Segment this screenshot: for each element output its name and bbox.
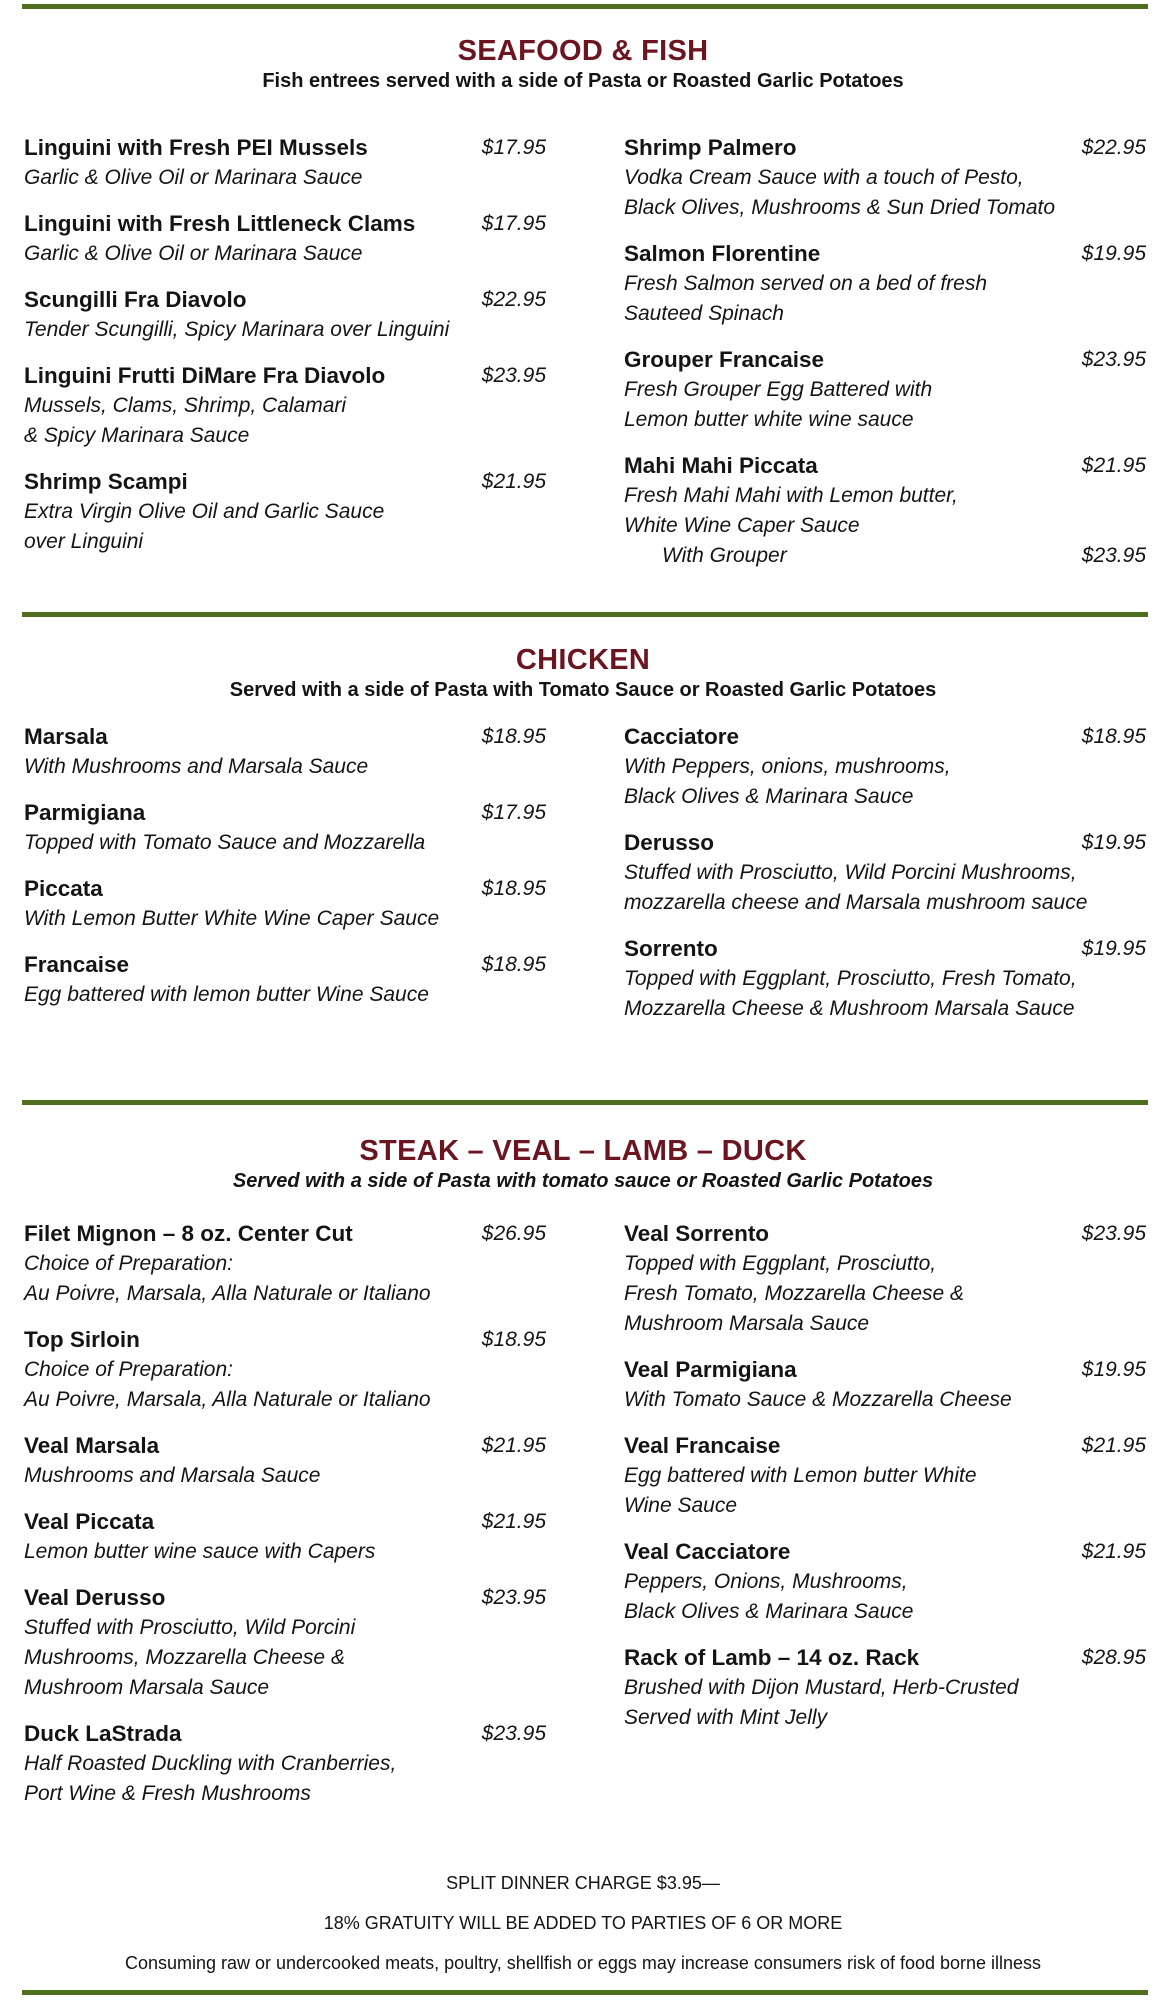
menu-item-price: $19.95: [1081, 242, 1146, 265]
menu-item-price: $18.95: [481, 877, 546, 900]
menu-item-description: Garlic & Olive Oil or Marinara Sauce: [24, 242, 363, 265]
menu-item: [24, 361, 546, 451]
steak-section: [0, 1134, 1166, 1194]
menu-item-description: Topped with Tomato Sauce and Mozzarella: [24, 831, 426, 854]
food-safety-warning: Consuming raw or undercooked meats, poultry, shellfish or eggs may increase consumers risk of food borne illness: [124, 1953, 1042, 1973]
menu-item-description: Vodka Cream Sauce with a touch of Pesto, Black Olives, Mushrooms & Sun Dried Tomato: [624, 166, 1056, 219]
menu-item-description: Tender Scungilli, Spicy Marinara over Linguini: [24, 318, 450, 341]
menu-item-description: Stuffed with Prosciutto, Wild Porcini Mushrooms, mozzarella cheese and Marsala mushroom sauce: [624, 861, 1088, 914]
menu-item: [24, 467, 546, 557]
menu-item-variant-price: $23.95: [1081, 544, 1146, 567]
menu-item-name: Linguini with Fresh PEI Mussels: [24, 135, 368, 160]
chicken-title: CHICKEN: [515, 644, 651, 676]
menu-item-name: Grouper Francaise: [624, 347, 825, 372]
menu-item-price: $21.95: [481, 1434, 546, 1457]
menu-item: [624, 1431, 1146, 1521]
menu-item: [624, 934, 1146, 1024]
menu-item-name: Rack of Lamb – 14 oz. Rack: [624, 1645, 920, 1670]
menu-item-description: With Tomato Sauce & Mozzarella Cheese: [624, 1388, 1012, 1411]
menu-item-name: Derusso: [624, 830, 715, 855]
menu-item: [624, 1643, 1146, 1733]
menu-item: [624, 1355, 1146, 1415]
menu-item-description: Topped with Eggplant, Prosciutto, Fresh Tomato, Mozzarella Cheese & Mushroom Marsala Sauce: [624, 967, 1077, 1020]
menu-item-name: Salmon Florentine: [624, 241, 821, 266]
menu-item-variant-label: With Grouper: [662, 544, 787, 567]
menu-item-description: With Lemon Butter White Wine Caper Sauce: [24, 907, 440, 930]
menu-item-description: Mussels, Clams, Shrimp, Calamari & Spicy Marinara Sauce: [24, 394, 347, 447]
menu-item: [24, 798, 546, 858]
menu-item-price: $18.95: [1081, 725, 1146, 748]
menu-item-name: Veal Parmigiana: [624, 1357, 797, 1382]
menu-item-price: $17.95: [481, 136, 546, 159]
menu-item-price: $17.95: [481, 212, 546, 235]
menu-item: [24, 1507, 546, 1567]
menu-item-price: $17.95: [481, 801, 546, 824]
menu-item-price: $21.95: [481, 1510, 546, 1533]
divider-top: [22, 4, 1148, 9]
menu-item-price: $23.95: [481, 364, 546, 387]
chicken-left-column: [24, 722, 546, 1026]
menu-item-name: Shrimp Palmero: [624, 135, 797, 160]
menu-item: [624, 133, 1146, 223]
footer-notes: [0, 1863, 1166, 1983]
menu-item: [24, 1719, 546, 1809]
menu-item-description: Peppers, Onions, Mushrooms, Black Olives & Marinara Sauce: [624, 1570, 914, 1623]
menu-item-price: $23.95: [481, 1722, 546, 1745]
menu-item: [624, 1219, 1146, 1339]
menu-item-name: Linguini Frutti DiMare Fra Diavolo: [24, 363, 386, 388]
menu-item-price: $21.95: [481, 470, 546, 493]
menu-item-price: $21.95: [1081, 1434, 1146, 1457]
menu-item-price: $26.95: [481, 1222, 546, 1245]
seafood-subtitle: Fish entrees served with a side of Pasta or Roasted Garlic Potatoes: [262, 70, 904, 92]
menu-item: [624, 828, 1146, 918]
menu-item-description: Choice of Preparation: Au Poivre, Marsala, Alla Naturale or Italiano: [24, 1358, 431, 1411]
menu-item-name: Sorrento: [624, 936, 718, 961]
menu-item-description: Fresh Salmon served on a bed of fresh Sauteed Spinach: [624, 272, 988, 325]
menu-item-price: $22.95: [1081, 136, 1146, 159]
menu-item-description: Fresh Grouper Egg Battered with Lemon butter white wine sauce: [624, 378, 933, 431]
menu-item-description: Stuffed with Prosciutto, Wild Porcini Mushrooms, Mozzarella Cheese & Mushroom Marsala Sauce: [24, 1616, 356, 1699]
menu-item-name: Filet Mignon – 8 oz. Center Cut: [24, 1221, 353, 1246]
steak-title: STEAK – VEAL – LAMB – DUCK: [359, 1135, 807, 1167]
menu-item-name: Veal Marsala: [24, 1433, 160, 1458]
seafood-right-column: [624, 133, 1146, 587]
menu-item-price: $19.95: [1081, 937, 1146, 960]
divider-seafood-chicken: [22, 612, 1148, 617]
menu-item: [24, 285, 546, 345]
menu-item-name: Veal Francaise: [624, 1433, 781, 1458]
steak-left-column: [24, 1219, 546, 1825]
menu-item: [24, 1219, 546, 1309]
seafood-title: SEAFOOD & FISH: [457, 35, 709, 67]
menu-item-description: Egg battered with lemon butter Wine Sauce: [24, 983, 429, 1006]
menu-item-price: $23.95: [481, 1586, 546, 1609]
menu-item: [24, 1325, 546, 1415]
menu-item-name: Veal Piccata: [24, 1509, 155, 1534]
menu-item: [24, 133, 546, 193]
menu-item-name: Duck LaStrada: [24, 1721, 182, 1746]
menu-item: [24, 950, 546, 1010]
menu-item-description: Fresh Mahi Mahi with Lemon butter, White Wine Caper Sauce: [624, 484, 958, 537]
menu-item-description: Egg battered with Lemon butter White Wine Sauce: [624, 1464, 977, 1517]
menu-item-price: $23.95: [1081, 1222, 1146, 1245]
menu-item-name: Marsala: [24, 724, 108, 749]
steak-subtitle: Served with a side of Pasta with tomato sauce or Roasted Garlic Potatoes: [232, 1170, 934, 1192]
menu-item: [24, 209, 546, 269]
menu-item-description: Mushrooms and Marsala Sauce: [24, 1464, 321, 1487]
steak-right-column: [624, 1219, 1146, 1749]
menu-item-price: $18.95: [481, 1328, 546, 1351]
menu-item-name: Cacciatore: [624, 724, 740, 749]
menu-item-name: Veal Derusso: [24, 1585, 166, 1610]
menu-item-name: Linguini with Fresh Littleneck Clams: [24, 211, 416, 236]
menu-item-description: Topped with Eggplant, Prosciutto, Fresh Tomato, Mozzarella Cheese & Mushroom Marsala Sauce: [624, 1252, 965, 1335]
menu-item-description: Lemon butter wine sauce with Capers: [24, 1540, 376, 1563]
menu-item-name: Veal Sorrento: [624, 1221, 770, 1246]
menu-item-description: Choice of Preparation: Au Poivre, Marsala, Alla Naturale or Italiano: [24, 1252, 431, 1305]
menu-item-price: $19.95: [1081, 831, 1146, 854]
menu-item-name: Shrimp Scampi: [24, 469, 188, 494]
chicken-section: [0, 643, 1166, 703]
menu-item-price: $22.95: [481, 288, 546, 311]
menu-item-description: Garlic & Olive Oil or Marinara Sauce: [24, 166, 363, 189]
menu-item-price: $28.95: [1081, 1646, 1146, 1669]
menu-item: [24, 1431, 546, 1491]
menu-item: [624, 451, 1146, 571]
menu-item-name: Veal Cacciatore: [624, 1539, 791, 1564]
menu-item-name: Francaise: [24, 952, 130, 977]
menu-item-price: $19.95: [1081, 1358, 1146, 1381]
seafood-section: [0, 34, 1166, 94]
seafood-left-column: [24, 133, 546, 573]
menu-item: [624, 239, 1146, 329]
menu-item-price: $18.95: [481, 953, 546, 976]
menu-item-description: Brushed with Dijon Mustard, Herb-Crusted Served with Mint Jelly: [624, 1676, 1019, 1729]
menu-item: [624, 722, 1146, 812]
menu-item-name: Top Sirloin: [24, 1327, 140, 1352]
menu-item-variant: [624, 541, 1146, 571]
split-dinner-charge: SPLIT DINNER CHARGE $3.95—: [446, 1873, 720, 1893]
menu-item-description: With Peppers, onions, mushrooms, Black Olives & Marinara Sauce: [624, 755, 951, 808]
menu-item-price: $23.95: [1081, 348, 1146, 371]
menu-item: [24, 722, 546, 782]
menu-item-description: Extra Virgin Olive Oil and Garlic Sauce over Linguini: [24, 500, 385, 553]
menu-item-description: With Mushrooms and Marsala Sauce: [24, 755, 369, 778]
menu-item: [624, 1537, 1146, 1627]
menu-item-price: $21.95: [1081, 454, 1146, 477]
chicken-right-column: [624, 722, 1146, 1040]
menu-item: [624, 345, 1146, 435]
gratuity-notice: 18% GRATUITY WILL BE ADDED TO PARTIES OF 6 OR MORE: [323, 1913, 843, 1933]
divider-bottom: [22, 1990, 1148, 1995]
menu-item-name: Parmigiana: [24, 800, 146, 825]
menu-item-price: $21.95: [1081, 1540, 1146, 1563]
menu-item-description: Half Roasted Duckling with Cranberries, Port Wine & Fresh Mushrooms: [24, 1752, 397, 1805]
divider-chicken-steak: [22, 1100, 1148, 1105]
menu-item: [24, 1583, 546, 1703]
menu-item-price: $18.95: [481, 725, 546, 748]
chicken-subtitle: Served with a side of Pasta with Tomato Sauce or Roasted Garlic Potatoes: [229, 679, 937, 701]
menu-item: [24, 874, 546, 934]
menu-item-name: Piccata: [24, 876, 103, 901]
menu-item-name: Scungilli Fra Diavolo: [24, 287, 247, 312]
menu-item-name: Mahi Mahi Piccata: [624, 453, 818, 478]
